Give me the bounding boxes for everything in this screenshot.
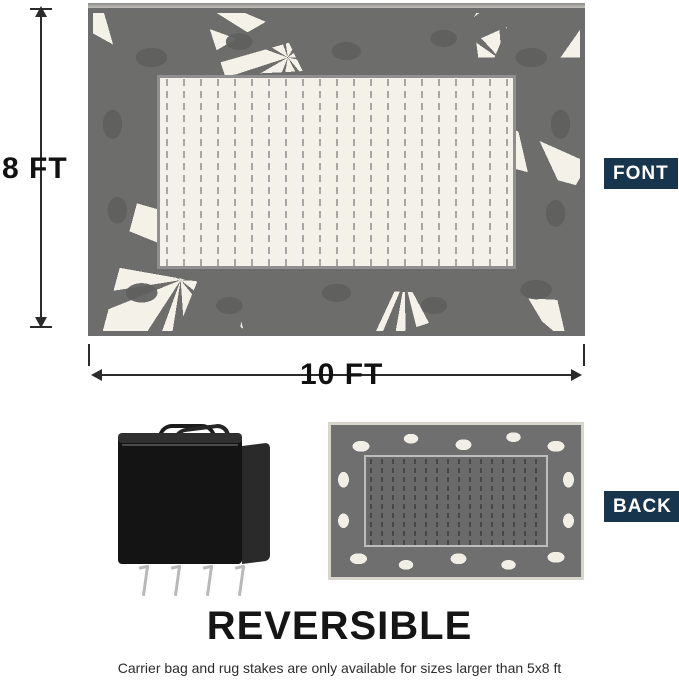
reversible-headline: REVERSIBLE xyxy=(206,604,473,648)
back-side-rug xyxy=(328,422,584,580)
bag-zipper xyxy=(122,444,238,446)
back-rug-inner-stripe-texture xyxy=(366,457,546,545)
height-arrowhead-bottom xyxy=(35,317,47,328)
bag-top-panel xyxy=(118,433,242,443)
width-arrowhead-right xyxy=(571,369,582,381)
width-label: 10 FT xyxy=(300,358,384,391)
footer-note: Carrier bag and rug stakes are only available for sizes larger than 5x8 ft xyxy=(117,660,562,676)
width-arrowhead-left xyxy=(91,369,102,381)
front-side-tag: FONT xyxy=(604,158,678,189)
stake-4 xyxy=(238,566,245,596)
height-label: 8 FT xyxy=(2,152,68,185)
rug-stakes xyxy=(140,566,260,600)
back-rug-inner-panel xyxy=(364,455,548,547)
rug-inner-panel xyxy=(157,75,516,269)
bag-front-panel xyxy=(118,436,242,564)
front-side-rug xyxy=(88,8,585,336)
width-tick-left xyxy=(88,344,90,366)
carrier-bag xyxy=(118,424,270,564)
bag-side-panel xyxy=(242,443,270,564)
stake-3 xyxy=(206,566,213,596)
stake-1 xyxy=(142,566,149,596)
height-arrowhead-top xyxy=(35,6,47,17)
back-side-tag: BACK xyxy=(604,491,679,522)
stake-2 xyxy=(174,566,181,596)
width-tick-right xyxy=(583,344,585,366)
rug-inner-stripe-texture xyxy=(160,78,513,266)
